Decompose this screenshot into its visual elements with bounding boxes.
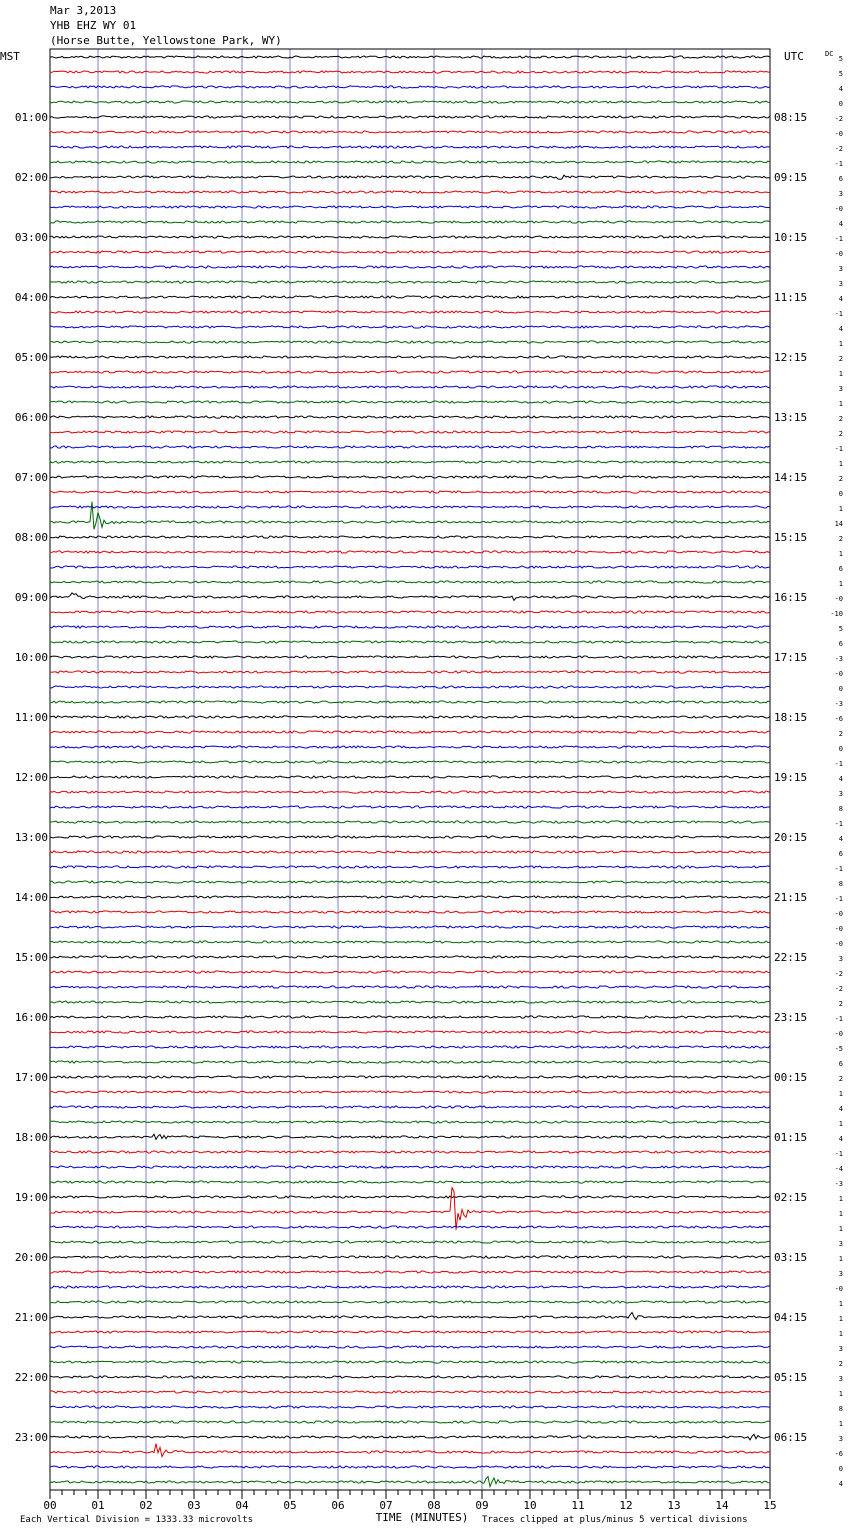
dc-offset-label: -0 bbox=[834, 910, 843, 918]
trace-line bbox=[50, 1376, 770, 1378]
left-hour-label: 23:00 bbox=[14, 1431, 48, 1444]
dc-offset-label: 3 bbox=[838, 790, 843, 798]
dc-offset-label: 8 bbox=[838, 880, 843, 888]
trace-line bbox=[50, 746, 770, 748]
dc-offset-label: -0 bbox=[834, 205, 843, 213]
dc-offset-label: -10 bbox=[830, 610, 843, 618]
left-axis-label: MST bbox=[0, 50, 20, 63]
dc-offset-label: 2 bbox=[838, 430, 843, 438]
dc-offset-label: -0 bbox=[834, 940, 843, 948]
trace-line bbox=[50, 341, 770, 343]
dc-offset-label: 4 bbox=[838, 835, 843, 843]
dc-offset-label: 3 bbox=[838, 1270, 843, 1278]
right-hour-label: 00:15 bbox=[774, 1071, 808, 1084]
dc-offset-label: 1 bbox=[838, 1225, 843, 1233]
right-hour-label: 02:15 bbox=[774, 1191, 808, 1204]
dc-offset-label: 2 bbox=[838, 355, 843, 363]
left-hour-label: 20:00 bbox=[14, 1251, 48, 1264]
right-axis-label: UTC bbox=[784, 50, 804, 63]
dc-offset-label: 3 bbox=[838, 1435, 843, 1443]
right-hour-label: 20:15 bbox=[774, 831, 808, 844]
dc-offset-label: 3 bbox=[838, 1375, 843, 1383]
trace-line bbox=[50, 866, 770, 868]
trace-line bbox=[50, 116, 770, 118]
trace-line bbox=[50, 326, 770, 328]
right-hour-label: 23:15 bbox=[774, 1011, 808, 1024]
right-hour-label: 05:15 bbox=[774, 1371, 808, 1384]
x-tick-label: 11 bbox=[571, 1499, 585, 1512]
trace-line bbox=[50, 1301, 770, 1303]
left-hour-label: 11:00 bbox=[14, 711, 48, 724]
dc-offset-label: 6 bbox=[838, 640, 843, 648]
trace-line bbox=[50, 251, 770, 253]
header-location: (Horse Butte, Yellowstone Park, WY) bbox=[50, 34, 282, 47]
dc-offset-label: 1 bbox=[838, 550, 843, 558]
trace-line bbox=[50, 206, 770, 208]
left-hour-label: 01:00 bbox=[14, 111, 48, 124]
dc-offset-label: 4 bbox=[838, 295, 843, 303]
trace-line bbox=[50, 101, 770, 103]
dc-label: DC bbox=[825, 50, 834, 58]
trace-line bbox=[50, 131, 770, 133]
trace-line bbox=[50, 1241, 770, 1243]
x-tick-label: 13 bbox=[667, 1499, 681, 1512]
left-hour-label: 13:00 bbox=[14, 831, 48, 844]
trace-line bbox=[50, 56, 770, 58]
trace-line bbox=[50, 71, 770, 73]
trace-line bbox=[50, 491, 770, 493]
dc-offset-label: -1 bbox=[834, 1015, 843, 1023]
trace-line bbox=[50, 926, 770, 928]
dc-offset-label: -1 bbox=[834, 760, 843, 768]
trace-line bbox=[50, 431, 770, 433]
dc-offset-label: 3 bbox=[838, 280, 843, 288]
right-hour-label: 01:15 bbox=[774, 1131, 808, 1144]
dc-offset-label: 1 bbox=[838, 370, 843, 378]
dc-offset-label: -2 bbox=[834, 145, 843, 153]
right-hour-label: 09:15 bbox=[774, 171, 808, 184]
dc-offset-label: 4 bbox=[838, 1480, 843, 1488]
trace-line bbox=[50, 593, 770, 601]
x-tick-label: 05 bbox=[283, 1499, 297, 1512]
trace-line bbox=[50, 1016, 770, 1018]
trace-line bbox=[50, 851, 770, 853]
header-station: YHB EHZ WY 01 bbox=[50, 19, 137, 32]
trace-line bbox=[50, 266, 770, 268]
x-tick-label: 10 bbox=[523, 1499, 537, 1512]
right-hour-label: 06:15 bbox=[774, 1431, 808, 1444]
trace-line bbox=[50, 641, 770, 643]
x-tick-label: 09 bbox=[475, 1499, 489, 1512]
dc-offset-label: 1 bbox=[838, 505, 843, 513]
right-hour-label: 10:15 bbox=[774, 231, 808, 244]
dc-offset-label: 5 bbox=[838, 70, 843, 78]
dc-offset-label: -1 bbox=[834, 310, 843, 318]
trace-line bbox=[50, 716, 770, 718]
dc-offset-label: 1 bbox=[838, 340, 843, 348]
right-hour-label: 15:15 bbox=[774, 531, 808, 544]
dc-offset-label: 4 bbox=[838, 775, 843, 783]
trace-line bbox=[50, 821, 770, 823]
dc-offset-label: -6 bbox=[834, 1450, 843, 1458]
left-hour-label: 06:00 bbox=[14, 411, 48, 424]
left-hour-label: 02:00 bbox=[14, 171, 48, 184]
x-tick-label: 03 bbox=[187, 1499, 201, 1512]
trace-line bbox=[50, 1061, 770, 1063]
dc-offset-label: -1 bbox=[834, 160, 843, 168]
dc-offset-label: 1 bbox=[838, 1330, 843, 1338]
right-hour-label: 03:15 bbox=[774, 1251, 808, 1264]
trace-line bbox=[50, 941, 770, 943]
trace-line bbox=[50, 626, 770, 628]
x-tick-label: 07 bbox=[379, 1499, 393, 1512]
trace-line bbox=[50, 461, 770, 463]
dc-offset-label: -1 bbox=[834, 865, 843, 873]
dc-offset-label: 8 bbox=[838, 1405, 843, 1413]
trace-line bbox=[50, 881, 770, 883]
trace-line bbox=[50, 1256, 770, 1258]
dc-offset-label: 3 bbox=[838, 385, 843, 393]
dc-offset-label: 4 bbox=[838, 325, 843, 333]
dc-offset-label: 1 bbox=[838, 1255, 843, 1263]
dc-offset-label: -0 bbox=[834, 1285, 843, 1293]
trace-line bbox=[50, 221, 770, 223]
dc-offset-label: 1 bbox=[838, 1390, 843, 1398]
trace-line bbox=[50, 476, 770, 478]
dc-offset-label: 1 bbox=[838, 460, 843, 468]
dc-offset-label: 1 bbox=[838, 1420, 843, 1428]
trace-line bbox=[50, 1286, 770, 1288]
x-tick-label: 06 bbox=[331, 1499, 345, 1512]
dc-offset-label: 4 bbox=[838, 85, 843, 93]
trace-line bbox=[50, 551, 770, 553]
clip-note: Traces clipped at plus/minus 5 vertical divisions bbox=[482, 1515, 748, 1525]
trace-line bbox=[50, 356, 770, 358]
dc-offset-label: -3 bbox=[834, 655, 843, 663]
dc-offset-label: -1 bbox=[834, 820, 843, 828]
trace-line bbox=[50, 1181, 770, 1183]
dc-offset-label: 2 bbox=[838, 475, 843, 483]
dc-offset-label: 2 bbox=[838, 1075, 843, 1083]
dc-offset-label: -1 bbox=[834, 1150, 843, 1158]
dc-offset-label: 2 bbox=[838, 1000, 843, 1008]
header-date: Mar 3,2013 bbox=[50, 4, 117, 17]
trace-line bbox=[50, 836, 770, 838]
trace-line bbox=[50, 1444, 770, 1457]
trace-line bbox=[50, 1361, 770, 1363]
dc-offset-label: -0 bbox=[834, 130, 843, 138]
dc-offset-label: -0 bbox=[834, 250, 843, 258]
dc-offset-label: -2 bbox=[834, 985, 843, 993]
left-hour-label: 05:00 bbox=[14, 351, 48, 364]
dc-offset-label: 3 bbox=[838, 955, 843, 963]
dc-offset-label: 1 bbox=[838, 1195, 843, 1203]
trace-line bbox=[50, 146, 770, 148]
dc-offset-label: 0 bbox=[838, 490, 843, 498]
dc-offset-label: 2 bbox=[838, 415, 843, 423]
dc-offset-label: 1 bbox=[838, 1090, 843, 1098]
right-hour-label: 12:15 bbox=[774, 351, 808, 364]
trace-line bbox=[50, 911, 770, 913]
left-hour-label: 15:00 bbox=[14, 951, 48, 964]
dc-offset-label: -1 bbox=[834, 445, 843, 453]
right-hour-label: 21:15 bbox=[774, 891, 808, 904]
x-tick-label: 08 bbox=[427, 1499, 441, 1512]
trace-line bbox=[50, 1406, 770, 1408]
right-hour-label: 17:15 bbox=[774, 651, 808, 664]
dc-offset-label: -6 bbox=[834, 715, 843, 723]
dc-offset-label: 6 bbox=[838, 175, 843, 183]
dc-offset-label: -0 bbox=[834, 595, 843, 603]
trace-line bbox=[50, 1346, 770, 1348]
dc-offset-label: 4 bbox=[838, 220, 843, 228]
left-hour-label: 10:00 bbox=[14, 651, 48, 664]
x-axis-title: TIME (MINUTES) bbox=[375, 1511, 469, 1524]
trace-line bbox=[50, 1187, 770, 1230]
trace-line bbox=[50, 311, 770, 313]
trace-line bbox=[50, 236, 770, 238]
dc-offset-label: 0 bbox=[838, 745, 843, 753]
trace-line bbox=[50, 1331, 770, 1333]
left-hour-label: 22:00 bbox=[14, 1371, 48, 1384]
trace-line bbox=[50, 371, 770, 373]
trace-line bbox=[50, 671, 770, 673]
left-hour-label: 17:00 bbox=[14, 1071, 48, 1084]
trace-line bbox=[50, 956, 770, 958]
trace-line bbox=[50, 1477, 770, 1487]
left-hour-label: 04:00 bbox=[14, 291, 48, 304]
trace-line bbox=[50, 1134, 770, 1139]
trace-line bbox=[50, 1466, 770, 1468]
trace-line bbox=[50, 1226, 770, 1228]
dc-offset-label: 2 bbox=[838, 1360, 843, 1368]
x-tick-label: 01 bbox=[91, 1499, 105, 1512]
right-hour-label: 11:15 bbox=[774, 291, 808, 304]
scale-note: Each Vertical Division = 1333.33 microvolts bbox=[20, 1515, 253, 1525]
dc-offset-label: 5 bbox=[838, 55, 843, 63]
trace-line bbox=[50, 971, 770, 973]
right-hour-label: 18:15 bbox=[774, 711, 808, 724]
dc-offset-label: 0 bbox=[838, 1465, 843, 1473]
trace-line bbox=[50, 296, 770, 298]
trace-line bbox=[50, 1434, 770, 1440]
trace-line bbox=[50, 1046, 770, 1048]
dc-offset-label: -2 bbox=[834, 115, 843, 123]
dc-offset-label: 3 bbox=[838, 1240, 843, 1248]
dc-offset-label: 3 bbox=[838, 265, 843, 273]
dc-offset-label: -2 bbox=[834, 970, 843, 978]
left-hour-label: 12:00 bbox=[14, 771, 48, 784]
trace-line bbox=[50, 1271, 770, 1273]
dc-offset-label: 3 bbox=[838, 190, 843, 198]
trace-line bbox=[50, 536, 770, 538]
trace-line bbox=[50, 806, 770, 808]
trace-line bbox=[50, 1076, 770, 1078]
trace-line bbox=[50, 581, 770, 583]
trace-line bbox=[50, 506, 770, 508]
dc-offset-label: 1 bbox=[838, 1120, 843, 1128]
trace-line bbox=[50, 731, 770, 733]
trace-line bbox=[50, 1031, 770, 1033]
dc-offset-label: 4 bbox=[838, 1135, 843, 1143]
trace-line bbox=[50, 416, 770, 418]
trace-line bbox=[50, 656, 770, 658]
dc-offset-label: -0 bbox=[834, 925, 843, 933]
left-hour-label: 07:00 bbox=[14, 471, 48, 484]
trace-line bbox=[50, 446, 770, 448]
dc-offset-label: -3 bbox=[834, 1180, 843, 1188]
dc-offset-label: 4 bbox=[838, 1105, 843, 1113]
dc-offset-label: 14 bbox=[834, 520, 843, 528]
trace-line bbox=[50, 761, 770, 763]
dc-offset-label: 6 bbox=[838, 1060, 843, 1068]
dc-offset-label: 6 bbox=[838, 565, 843, 573]
dc-offset-label: 2 bbox=[838, 535, 843, 543]
dc-offset-label: 1 bbox=[838, 400, 843, 408]
right-hour-label: 19:15 bbox=[774, 771, 808, 784]
trace-line bbox=[50, 1001, 770, 1003]
trace-line bbox=[50, 1196, 770, 1198]
dc-offset-label: 8 bbox=[838, 805, 843, 813]
right-hour-label: 13:15 bbox=[774, 411, 808, 424]
trace-line bbox=[50, 1312, 770, 1319]
plot-frame bbox=[50, 49, 770, 1490]
right-hour-label: 16:15 bbox=[774, 591, 808, 604]
trace-line bbox=[50, 776, 770, 778]
left-hour-label: 21:00 bbox=[14, 1311, 48, 1324]
trace-line bbox=[50, 1151, 770, 1153]
dc-offset-label: -0 bbox=[834, 670, 843, 678]
dc-offset-label: 1 bbox=[838, 580, 843, 588]
trace-line bbox=[50, 1166, 770, 1168]
dc-offset-label: -1 bbox=[834, 235, 843, 243]
trace-line bbox=[50, 1106, 770, 1108]
dc-offset-label: 5 bbox=[838, 625, 843, 633]
x-tick-label: 14 bbox=[715, 1499, 729, 1512]
dc-offset-label: 3 bbox=[838, 1345, 843, 1353]
x-tick-label: 00 bbox=[43, 1499, 57, 1512]
dc-offset-label: 2 bbox=[838, 730, 843, 738]
right-hour-label: 04:15 bbox=[774, 1311, 808, 1324]
trace-line bbox=[50, 986, 770, 988]
x-tick-label: 02 bbox=[139, 1499, 153, 1512]
left-hour-label: 18:00 bbox=[14, 1131, 48, 1144]
trace-line bbox=[50, 1091, 770, 1093]
dc-offset-label: -1 bbox=[834, 895, 843, 903]
trace-line bbox=[50, 386, 770, 388]
dc-offset-label: -5 bbox=[834, 1045, 843, 1053]
trace-line bbox=[50, 1121, 770, 1123]
trace-line bbox=[50, 701, 770, 703]
x-tick-label: 15 bbox=[763, 1499, 777, 1512]
left-hour-label: 03:00 bbox=[14, 231, 48, 244]
trace-line bbox=[50, 175, 770, 179]
trace-line bbox=[50, 1391, 770, 1393]
left-hour-label: 08:00 bbox=[14, 531, 48, 544]
right-hour-label: 14:15 bbox=[774, 471, 808, 484]
trace-line bbox=[50, 191, 770, 193]
trace-line bbox=[50, 401, 770, 403]
trace-line bbox=[50, 1421, 770, 1423]
trace-line bbox=[50, 161, 770, 163]
trace-line bbox=[50, 86, 770, 88]
trace-line bbox=[50, 566, 770, 568]
dc-offset-label: -4 bbox=[834, 1165, 843, 1173]
dc-offset-label: -0 bbox=[834, 1030, 843, 1038]
left-hour-label: 16:00 bbox=[14, 1011, 48, 1024]
trace-line bbox=[50, 896, 770, 898]
trace-line bbox=[50, 611, 770, 613]
dc-offset-label: 1 bbox=[838, 1315, 843, 1323]
dc-offset-label: 1 bbox=[838, 1300, 843, 1308]
left-hour-label: 19:00 bbox=[14, 1191, 48, 1204]
x-tick-label: 04 bbox=[235, 1499, 249, 1512]
dc-offset-label: 0 bbox=[838, 685, 843, 693]
left-hour-label: 09:00 bbox=[14, 591, 48, 604]
left-hour-label: 14:00 bbox=[14, 891, 48, 904]
dc-offset-label: 0 bbox=[838, 100, 843, 108]
dc-offset-label: 6 bbox=[838, 850, 843, 858]
trace-line bbox=[50, 281, 770, 283]
dc-offset-label: -3 bbox=[834, 700, 843, 708]
trace-line bbox=[50, 791, 770, 793]
dc-offset-label: 1 bbox=[838, 1210, 843, 1218]
trace-line bbox=[50, 686, 770, 688]
right-hour-label: 22:15 bbox=[774, 951, 808, 964]
x-tick-label: 12 bbox=[619, 1499, 633, 1512]
right-hour-label: 08:15 bbox=[774, 111, 808, 124]
